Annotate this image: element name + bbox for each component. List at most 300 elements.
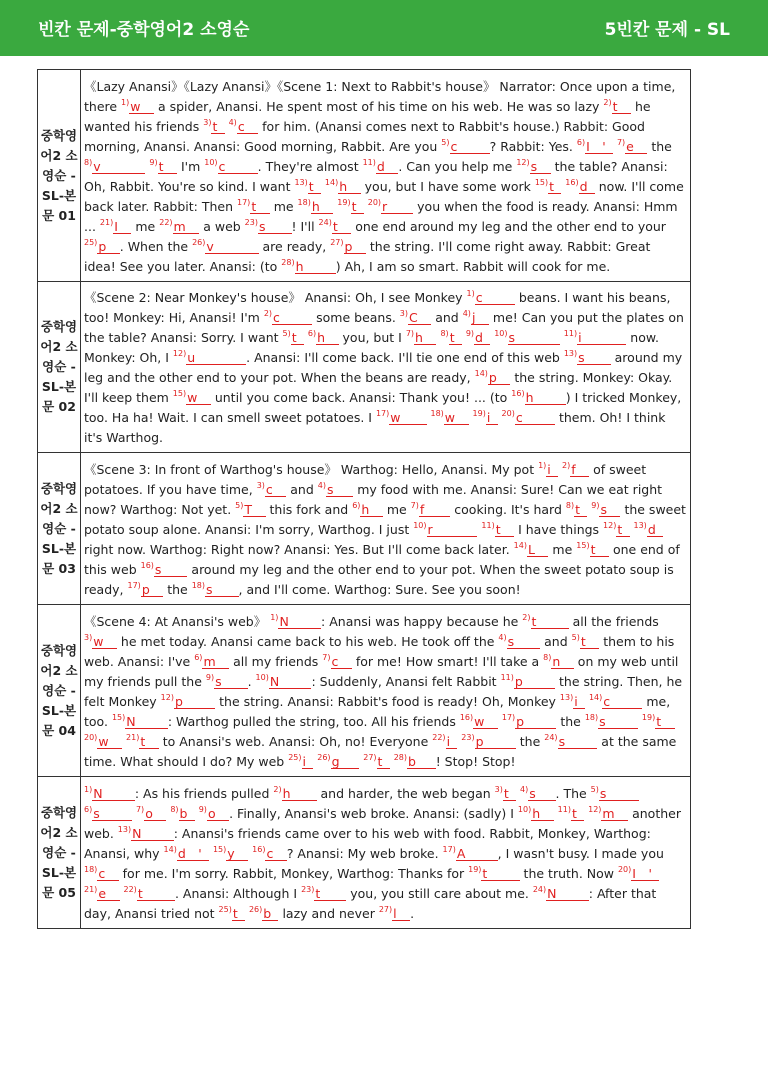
blank	[516, 159, 550, 174]
blank-number: 19)	[641, 712, 656, 722]
blank-number: 12)	[516, 157, 530, 167]
page-header	[0, 0, 768, 56]
blank-hint: s____	[578, 350, 610, 365]
blank-hint: s_______	[508, 330, 559, 345]
blank-number: 27)	[363, 752, 377, 762]
blank-number: 7)	[616, 137, 626, 147]
passage-text-segment: one end around my leg and the other end to your	[351, 218, 666, 234]
blank-hint: c__	[265, 481, 286, 497]
blank-number: 18)	[191, 580, 206, 590]
blank	[112, 714, 168, 729]
blank	[84, 239, 120, 254]
blank-hint: d_	[579, 178, 594, 194]
blank-number: 1)	[538, 460, 547, 470]
blank	[100, 219, 132, 234]
blank-number: 3)	[203, 117, 212, 127]
blank-number: 22)	[159, 217, 173, 227]
blank-number: 9)	[591, 500, 600, 510]
blank	[141, 562, 188, 577]
blank	[544, 734, 597, 749]
blank	[565, 179, 595, 194]
blank-hint: i_	[486, 410, 497, 425]
blank-hint: p__	[98, 238, 119, 254]
blank	[572, 634, 600, 649]
blank-number: 13)	[633, 520, 647, 530]
passage-text-segment: them. Oh! I think it's Warthog.	[84, 410, 666, 445]
blank-number: 11)	[557, 804, 571, 814]
blank	[603, 522, 629, 537]
blank-hint: c_____	[515, 410, 554, 425]
passage-label: 중학영어2 소영순 - SL-본문 03	[38, 453, 81, 605]
blank	[337, 199, 363, 214]
passage-text-segment: . Anansi: Although I	[174, 885, 302, 901]
blank-number: 17)	[127, 580, 141, 590]
passage-label: 중학영어2 소영순 - SL-본문 01	[38, 70, 81, 282]
blank-hint: d__'_	[177, 845, 208, 861]
blank	[562, 462, 589, 477]
blank	[294, 179, 320, 194]
blank-hint: s____	[154, 561, 187, 577]
blank-hint: w__	[187, 390, 210, 405]
blank-number: 16)	[459, 712, 474, 722]
blank	[564, 330, 627, 345]
blank-hint: p_____	[514, 673, 555, 689]
blank	[149, 159, 177, 174]
blank	[411, 502, 451, 517]
blank-number: 2)	[522, 612, 531, 622]
blank-number: 8)	[543, 652, 552, 662]
blank-hint: w____	[390, 410, 426, 425]
blank	[237, 199, 270, 214]
blank-number: 18)	[430, 409, 444, 418]
blank-number: 15)	[576, 540, 590, 550]
blank-number: 8)	[565, 500, 575, 510]
blank	[192, 582, 239, 597]
blank	[273, 786, 316, 801]
passage-text-segment: the string. Then, he felt Monkey	[84, 673, 683, 709]
passage-text-segment: right now. Warthog: Right now? Anansi: Yes. But I'll come back later.	[84, 541, 514, 557]
passage-text-segment: me	[382, 501, 411, 517]
passage-text-segment: me	[269, 198, 298, 214]
passage-row	[38, 282, 691, 453]
passage-text-segment: me	[548, 541, 577, 557]
passage-text-segment: he wanted his friends	[84, 98, 651, 134]
blank-number: 22)	[123, 884, 137, 894]
blank-number: 3)	[256, 480, 265, 490]
blank	[84, 866, 119, 881]
blank	[325, 179, 361, 194]
blank	[617, 139, 647, 154]
passage-text-segment: the string. I'll come right away. Rabbit: Great idea! See you later. Anansi: (to	[84, 238, 651, 274]
blank-number: 9)	[198, 804, 207, 814]
blank-number: 19)	[472, 409, 486, 418]
blank-hint: s___	[529, 785, 555, 801]
blank	[363, 754, 389, 769]
blank	[588, 806, 628, 821]
passage-text-segment: and	[540, 633, 572, 649]
blank-hint: n__	[552, 653, 573, 669]
blank-hint: T__	[244, 501, 265, 517]
blank-number: 12)	[603, 520, 617, 530]
blank-number: 9)	[205, 672, 215, 682]
blank-hint: j__	[471, 310, 488, 325]
blank-number: 13)	[117, 824, 132, 834]
passage-text-segment: . When the	[119, 238, 193, 254]
blank	[467, 290, 515, 305]
blank	[308, 330, 339, 345]
blank-number: 4)	[462, 309, 471, 318]
blank-number: 1)	[84, 784, 93, 794]
blank	[577, 139, 613, 154]
blank-number: 4)	[498, 632, 507, 642]
blank	[443, 846, 498, 861]
blank-number: 3)	[494, 784, 503, 794]
blank-hint: C__	[409, 310, 431, 325]
blank	[642, 714, 675, 729]
blank	[84, 886, 120, 901]
blank-number: 21)	[99, 217, 114, 227]
blank-number: 28)	[393, 752, 407, 762]
blank-hint: t_____	[137, 885, 174, 901]
blank-hint: t__	[495, 521, 514, 537]
blank-hint: h__	[532, 805, 553, 821]
blank-number: 26)	[248, 904, 263, 914]
blank-number: 17)	[501, 712, 516, 722]
passage-text-segment: the sweet potato soup alone. Anansi: I'm sorry, Warthog. I just	[84, 501, 686, 537]
passage-text-segment: a web	[199, 218, 245, 234]
blank-number: 1)	[466, 289, 475, 298]
blank	[118, 826, 174, 841]
blank	[502, 714, 557, 729]
passage-text-segment: .	[410, 905, 415, 921]
blank	[213, 846, 248, 861]
blank-number: 14)	[513, 540, 527, 550]
blank-number: 1)	[270, 612, 279, 622]
blank	[564, 350, 611, 365]
passage-text-segment: you when the food is ready. Anansi: Hmm ...	[84, 198, 678, 234]
blank	[283, 330, 304, 345]
blank-hint: d_	[475, 330, 490, 345]
blank-hint: v_______	[93, 158, 145, 174]
blank-number: 5)	[235, 500, 244, 510]
blank	[352, 502, 383, 517]
blank-number: 6)	[352, 500, 361, 510]
blank	[440, 330, 461, 345]
blank-number: 12)	[160, 692, 174, 702]
blank-hint: h_____	[525, 390, 565, 405]
blank-hint: h__	[317, 330, 338, 345]
blank	[589, 694, 642, 709]
blank-hint: t__	[158, 158, 176, 174]
passage-text-segment: beans. I want his beans, too! Monkey: Hi, Anansi! I'm	[84, 290, 671, 325]
blank-number: 21)	[84, 884, 98, 894]
blank-hint: s__	[530, 158, 550, 174]
passage-text-segment: . They're almost	[257, 158, 363, 174]
blank	[322, 654, 352, 669]
blank-number: 7)	[135, 804, 145, 814]
blank	[270, 614, 321, 629]
blank-hint: l__	[393, 905, 410, 921]
blank-hint: t_	[351, 198, 363, 214]
passage-text-segment: another web.	[84, 805, 681, 841]
blank	[173, 390, 211, 405]
passage-text-segment: I have things	[514, 521, 604, 537]
blank-number: 6)	[576, 137, 586, 147]
blank-hint: N_____	[547, 885, 588, 901]
blank	[126, 734, 159, 749]
passage-text-segment: 《Scene 2: Near Monkey's house》 Anansi: Oh, I see Monkey	[84, 290, 467, 305]
blank-hint: t_	[571, 805, 584, 821]
blank-hint: y__	[227, 845, 248, 861]
blank-hint: s__	[600, 501, 620, 517]
passage-text-segment: you, you still care about me.	[346, 885, 533, 901]
blank	[192, 239, 258, 254]
blank-hint: r____	[382, 198, 413, 214]
blank	[84, 159, 145, 174]
passage-text-segment: to Anansi's web. Anansi: Oh, no! Everyone	[158, 733, 433, 749]
blank-hint: s___	[326, 481, 353, 497]
blank	[520, 786, 555, 801]
passage-text-segment: . Can you help me	[398, 158, 517, 174]
blank-hint: e__	[98, 885, 119, 901]
blank-hint: t_	[503, 785, 516, 801]
passage-text-segment: this fork and	[265, 501, 353, 517]
blank-hint: d_	[647, 521, 662, 537]
blank-number: 4)	[520, 784, 529, 794]
blank-hint: t_	[549, 178, 561, 194]
blank	[288, 754, 313, 769]
blank-hint: h__	[339, 178, 360, 194]
passage-text-segment: a spider, Anansi. He spent most of his time on his web. He was so lazy	[154, 98, 604, 114]
passage-text-segment: : Suddenly, Anansi felt Rabbit	[311, 673, 501, 689]
blank-number: 7)	[405, 329, 415, 338]
blank	[204, 159, 257, 174]
blank-number: 20)	[84, 732, 98, 742]
blank-number: 23)	[461, 732, 475, 742]
blank	[368, 199, 413, 214]
passage-row	[38, 70, 691, 282]
blank	[173, 350, 246, 365]
blank-number: 15)	[534, 177, 549, 187]
blank-hint: f__	[571, 461, 589, 477]
blank-number: 14)	[324, 177, 339, 187]
blank-hint: N_____	[279, 613, 321, 629]
blank-number: 1)	[121, 97, 130, 107]
blank	[603, 99, 631, 114]
passage-text-segment: me, too.	[84, 693, 671, 729]
blank-hint: t__	[612, 98, 631, 114]
blank	[203, 119, 224, 134]
blank	[511, 390, 566, 405]
blank-hint: w__	[93, 633, 116, 649]
blank	[522, 614, 568, 629]
worksheet-table	[37, 69, 691, 929]
blank-hint: p_____	[174, 693, 215, 709]
blank	[235, 502, 265, 517]
blank-number: 3)	[84, 632, 93, 642]
passage-text-segment: 《Lazy Anansi》《Lazy Anansi》《Scene 1: Next to Rabbit's house》 Narrator: Once upon a time, there	[84, 78, 676, 114]
blank-number: 9)	[149, 157, 158, 167]
blank-number: 5)	[571, 632, 580, 642]
passage-text-segment: he met today. Anansi came back to his web. He took off the	[116, 633, 499, 649]
passage-text-segment: lazy and never	[278, 905, 379, 921]
passage-text-segment: the string. Monkey: Okay. I'll keep them	[84, 370, 673, 405]
passage-text-segment: and	[286, 481, 318, 497]
blank-number: 25)	[288, 752, 302, 762]
blank-number: 20)	[501, 409, 515, 418]
blank	[170, 806, 194, 821]
blank-hint: i_	[547, 461, 558, 477]
passage-text-segment: . The	[555, 785, 591, 801]
blank	[264, 310, 312, 325]
passage-text-segment: all the friends	[568, 613, 659, 629]
passage-label: 중학영어2 소영순 - SL-본문 04	[38, 605, 81, 777]
blank-number: 8)	[84, 157, 93, 167]
blank-hint: t_	[291, 330, 303, 345]
blank-number: 19)	[468, 864, 482, 874]
blank-hint: t__	[332, 218, 351, 234]
passage-text	[81, 777, 691, 929]
blank	[301, 886, 346, 901]
blank	[558, 806, 584, 821]
blank-hint: s____	[206, 581, 238, 597]
blank	[576, 542, 609, 557]
blank-hint: v_______	[206, 238, 258, 254]
blank	[591, 786, 639, 801]
blank-number: 16)	[565, 177, 579, 187]
blank-number: 4)	[317, 480, 326, 490]
blank	[432, 734, 457, 749]
passage-row	[38, 777, 691, 929]
passage-text-segment: the	[163, 581, 192, 597]
passage-label: 중학영어2 소영순 - SL-본문 02	[38, 282, 81, 453]
blank-number: 6)	[84, 804, 93, 814]
blank	[406, 330, 437, 345]
blank-hint: t__	[656, 713, 674, 729]
blank	[199, 806, 229, 821]
passage-text-segment: you, but I have some work	[360, 178, 535, 194]
blank-number: 14)	[163, 844, 177, 854]
blank-hint: m__	[173, 218, 199, 234]
blank-hint: w__	[130, 98, 153, 114]
blank-hint: t_	[575, 501, 587, 517]
blank-hint: N_____	[93, 785, 134, 801]
blank-number: 24)	[532, 884, 547, 894]
blank-number: 11)	[362, 157, 376, 167]
blank	[124, 886, 175, 901]
passage-text-segment: of sweet potatoes. If you have time,	[84, 461, 647, 497]
blank-number: 13)	[563, 349, 578, 358]
blank-number: 28)	[281, 257, 295, 267]
blank	[618, 866, 659, 881]
blank-hint: r_______	[427, 521, 477, 537]
blank	[84, 786, 135, 801]
passage-text-segment: some beans.	[312, 310, 400, 325]
blank-number: 22)	[432, 732, 446, 742]
blank-hint: b_	[179, 805, 194, 821]
blank	[159, 219, 199, 234]
passage-text-segment: on my web until my friends pull the	[84, 653, 679, 689]
passage-text-segment: cooking. It's hard	[450, 501, 566, 517]
blank-number: 5)	[282, 329, 291, 338]
blank-hint: L__	[527, 541, 548, 557]
blank-number: 27)	[378, 904, 393, 914]
blank	[84, 734, 122, 749]
blank-hint: h__	[415, 330, 436, 345]
blank-hint: f____	[419, 501, 450, 517]
blank-hint: i_______	[578, 330, 626, 345]
blank-number: 10)	[204, 157, 218, 167]
blank-hint: t_	[449, 330, 461, 345]
blank-hint: g___	[331, 753, 359, 769]
blank	[585, 714, 638, 729]
passage-text-segment: me! Can you put the plates on the table? Anansi: Sorry. I want	[84, 310, 684, 345]
blank	[560, 694, 585, 709]
passage-text-segment: for him. (Anansi comes next to Rabbit's house.) Rabbit: Good morning, Anansi. Anansi: Good morning, Rabbit. Are you	[84, 118, 645, 154]
passage-text-segment: around my leg and the other end to your pot. When the sweet potato soup is ready,	[84, 561, 674, 597]
passage-text-segment: all my friends	[229, 653, 323, 669]
passage-text-segment: at the same time. What should I do? My web	[84, 733, 677, 769]
blank-hint: t__	[251, 198, 269, 214]
blank-number: 7)	[410, 500, 419, 510]
blank	[591, 502, 620, 517]
passage-text-segment: ! Stop! Stop!	[435, 753, 516, 769]
passage-text-segment: the truth. Now	[519, 865, 618, 881]
passage-text	[81, 453, 691, 605]
blank-number: 11)	[500, 672, 514, 682]
blank-number: 21)	[126, 732, 140, 742]
blank	[543, 654, 574, 669]
blank-hint: t__	[140, 733, 158, 749]
blank-number: 27)	[330, 237, 344, 247]
passage-text-segment: I'm	[176, 158, 205, 174]
blank-number: 23)	[301, 884, 315, 894]
blank	[518, 806, 554, 821]
blank-number: 16)	[252, 844, 266, 854]
blank	[121, 99, 154, 114]
blank-hint: h_____	[295, 258, 335, 274]
passage-text-segment: , I wasn't busy. I made you	[497, 845, 664, 861]
blank-hint: o__	[145, 805, 166, 821]
blank-hint: b_	[263, 905, 278, 921]
blank-number: 26)	[192, 237, 206, 247]
blank-number: 13)	[559, 692, 574, 702]
blank	[400, 310, 431, 325]
blank-hint: c_____	[475, 290, 514, 305]
blank	[461, 734, 516, 749]
blank-hint: m__	[602, 805, 628, 821]
blank	[468, 866, 519, 881]
passage-text-segment: : Anansi was happy because he	[321, 613, 523, 629]
blank	[256, 674, 312, 689]
blank	[441, 139, 489, 154]
blank-hint: h__	[361, 501, 382, 517]
blank-number: 18)	[297, 197, 311, 207]
passage-text-segment: ) I tricked Monkey, too. Ha ha! Wait. I can smell sweet potatoes. I	[84, 390, 682, 425]
blank-hint: e__	[626, 138, 647, 154]
blank	[319, 219, 352, 234]
passage-text-segment: and	[431, 310, 463, 325]
passage-text-segment: now. I'll come back later. Rabbit: Then	[84, 178, 684, 214]
passage-text-segment: ) Ah, I am so smart. Rabbit will cook for me.	[335, 258, 611, 274]
passage-text-segment: are ready,	[258, 238, 331, 254]
blank-hint: p__	[344, 238, 365, 254]
blank-number: 13)	[294, 177, 308, 187]
blank	[161, 694, 216, 709]
blank-number: 16)	[140, 560, 154, 570]
header-title: 빈칸 문제-중학영어2 소영순	[38, 20, 250, 40]
blank-number: 12)	[588, 804, 602, 814]
